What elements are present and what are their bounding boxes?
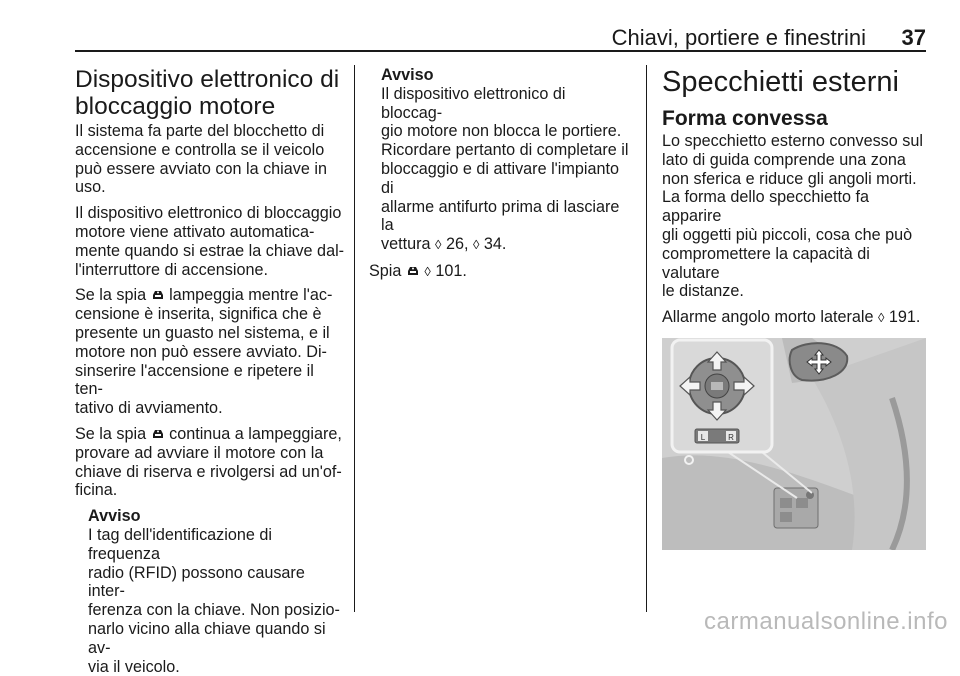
text-fragment: Spia xyxy=(369,261,402,280)
text-line xyxy=(75,286,345,305)
text-fragment: continua a lampeggiare, xyxy=(169,424,342,443)
notice-title: Avviso xyxy=(88,507,141,526)
text-line: allarme antifurto prima di lasciare la xyxy=(381,197,620,235)
text-line: bloccaggio e di attivare l'impianto di xyxy=(381,159,619,197)
text-line: Lo specchietto esterno convesso sul xyxy=(662,132,923,150)
page-reference[interactable]: 34. xyxy=(483,235,507,254)
column-2 xyxy=(369,66,631,282)
text-line xyxy=(75,425,345,444)
reference-arrow-icon: ◊ xyxy=(472,237,480,253)
page-reference[interactable]: 101. xyxy=(435,261,467,280)
text-line: può essere avviato con la chiave in xyxy=(75,159,327,178)
text-line: sinserire l'accensione e ripetere il ten- xyxy=(75,361,314,399)
text-line: gio motore non blocca le portiere. xyxy=(381,122,622,141)
text-line: Il dispositivo elettronico di bloccag- xyxy=(381,84,566,122)
text-line: narlo vicino alla chiave quando si av- xyxy=(88,619,326,657)
text-line: non sferica e riduce gli angoli morti. xyxy=(662,169,917,188)
column-1 xyxy=(75,66,345,676)
text-line: ficina. xyxy=(75,481,118,500)
header-title: Chiavi, portiere e finestrini xyxy=(611,25,866,50)
text-line: Il dispositivo elettronico di bloccaggio xyxy=(75,204,342,223)
notice-box xyxy=(75,507,345,676)
page-reference[interactable]: 191. xyxy=(888,308,921,327)
text-fragment: lampeggia mentre l'ac- xyxy=(169,286,333,305)
text-line: motore viene attivato automatica- xyxy=(75,222,315,241)
reference-arrow-icon: ◊ xyxy=(435,237,442,253)
notice-box xyxy=(369,66,631,255)
page-header xyxy=(75,26,926,50)
text-fragment: vettura xyxy=(381,235,431,254)
text-line xyxy=(381,235,631,255)
right-mirror-label: R xyxy=(728,433,734,442)
text-line: provare ad avviare il motore con la xyxy=(75,443,324,462)
reference-arrow-icon: ◊ xyxy=(877,310,885,326)
text-line: mente quando si estrae la chiave dal- xyxy=(75,241,345,260)
car-key-icon xyxy=(151,428,165,440)
text-line: censione è inserita, significa che è xyxy=(75,305,322,324)
text-line: chiave di riserva e rivolgersi ad un'of- xyxy=(75,462,342,481)
text-line: Ricordare pertanto di completare il xyxy=(381,141,629,160)
text-line: presente un guasto nel sistema, e il xyxy=(75,323,330,342)
page-number: 37 xyxy=(901,25,926,50)
text-line: uso. xyxy=(75,178,106,197)
subheading-convex: Forma convessa xyxy=(662,107,828,130)
text-line: La forma dello specchietto fa apparire xyxy=(662,188,869,226)
paragraph xyxy=(75,122,345,197)
text-line: via il veicolo. xyxy=(88,657,180,676)
paragraph xyxy=(75,425,345,500)
mirror-adjustment-illustration xyxy=(662,338,926,550)
text-line: compromettere la capacità di valutare xyxy=(662,244,870,282)
paragraph xyxy=(662,132,926,301)
notice-title: Avviso xyxy=(381,66,434,84)
text-line: I tag dell'identificazione di frequenza xyxy=(88,525,272,563)
text-line: ferenza con la chiave. Non posizio- xyxy=(88,601,340,620)
car-key-icon xyxy=(406,265,420,277)
paragraph xyxy=(75,204,345,279)
heading-line: Dispositivo elettronico di xyxy=(75,66,340,93)
column-divider-1 xyxy=(354,65,355,612)
paragraph xyxy=(75,286,345,418)
text-line: lato di guida comprende una zona xyxy=(662,150,906,169)
text-fragment: Se la spia xyxy=(75,424,147,443)
text-line xyxy=(662,308,926,328)
column-3 xyxy=(662,66,926,376)
section-heading-mirrors: Specchietti esterni xyxy=(662,66,899,98)
car-key-icon xyxy=(151,289,165,301)
left-mirror-label: L xyxy=(700,433,706,442)
text-line xyxy=(369,262,631,282)
text-line: radio (RFID) possono causare inter- xyxy=(88,563,305,601)
text-line: l'interruttore di accensione. xyxy=(75,260,268,279)
text-fragment: Allarme angolo morto laterale xyxy=(662,308,874,327)
text-line: Il sistema fa parte del blocchetto di xyxy=(75,122,325,140)
reference-arrow-icon: ◊ xyxy=(424,263,431,279)
page-reference[interactable]: 26, xyxy=(445,235,469,254)
text-line: gli oggetti più piccoli, cosa che può xyxy=(662,225,913,244)
column-divider-2 xyxy=(646,65,647,612)
heading-line: bloccaggio motore xyxy=(75,93,276,120)
illustration-svg xyxy=(662,338,926,550)
watermark: carmanualsonline.info xyxy=(704,608,948,635)
header-rule xyxy=(75,50,926,52)
text-line: motore non può essere avviato. Di- xyxy=(75,342,327,361)
text-line: le distanze. xyxy=(662,282,744,301)
text-fragment: Se la spia xyxy=(75,286,147,305)
text-line: tativo di avviamento. xyxy=(75,399,223,418)
text-line: accensione e controlla se il veicolo xyxy=(75,140,325,159)
section-heading-immobiliser xyxy=(75,66,345,120)
